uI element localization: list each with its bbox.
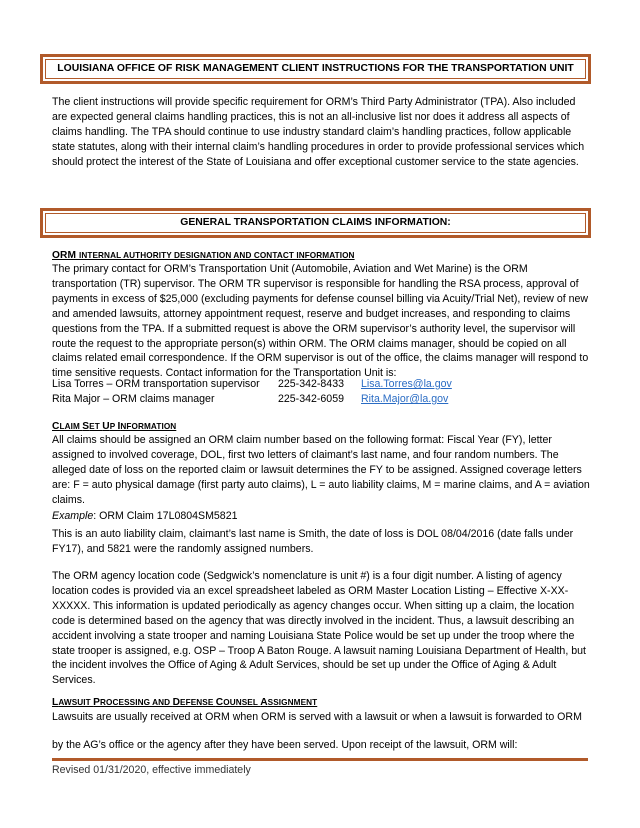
heading-part-small: INTERNAL AUTHORITY DESIGNATION AND CONTACT INFORMATION [79, 251, 355, 260]
heading-part-small: OUNSEL [223, 698, 261, 707]
orm-authority-heading [52, 250, 355, 261]
contact-phone: 225-342-8433 [278, 378, 344, 390]
orm-authority-paragraph: The primary contact for ORM’s Transportation Unit (Automobile, Aviation and Wet Marine) is the ORM transportation (TR) supervisor. The ORM TR supervisor is responsible for handling the RSA process, approval of payments in excess of $25,000 (excluding payments for defense counsel billing via Acuity/Trial Net), review of new and amended lawsuits, attorney appointment request, reserve and budget increases, and responding to claims questions from the TPA. If a submitted request is above the ORM supervisor’s authority level, the supervisor will route the request to the appropriate person(s) within ORM. The ORM claims manager, should be copied on all claims related email correspondence. If the ORM supervisor is out of the office, the claims manager will respond to time sensitive requests. Contact information for the Transportation Unit is: [52, 263, 589, 380]
heading-part-small: NFORMATION [120, 422, 177, 431]
heading-part: L [52, 697, 59, 708]
document-title: LOUISIANA OFFICE OF RISK MANAGEMENT CLIENT INSTRUCTIONS FOR THE TRANSPORTATION UNIT [45, 59, 586, 79]
heading-part-small: ET [89, 422, 103, 431]
contact-email-link[interactable]: Rita.Major@la.gov [361, 393, 449, 405]
heading-part: C [215, 697, 224, 708]
title-box [40, 54, 591, 84]
heading-part: U [102, 421, 110, 432]
section-title: GENERAL TRANSPORTATION CLAIMS INFORMATION: [45, 213, 586, 233]
heading-part-small: LAIM [59, 422, 83, 431]
claim-setup-paragraph: All claims should be assigned an ORM claim number based on the following format: Fiscal Year (FY), letter assigned to involved coverage, DOL, first two letters of claimant’s last name, and four random numbers. The alleged date of loss on the reported claim or lawsuit determines the FY to be assigned. Assigned coverage letters are: F = auto physical damage (first party auto claims), L = auto liability claims, M = marine claims, and A = aviation claims. [52, 434, 590, 506]
contact-row [52, 377, 592, 392]
claim-example [52, 509, 592, 524]
heading-part: I [117, 421, 121, 432]
claim-example-explanation: This is an auto liability claim, claimant’s last name is Smith, the date of loss is DOL 08/04/2016 (date falls under FY17), and 5821 were the randomly assigned numbers. [52, 528, 574, 555]
heading-part-small: SSIGNMENT [267, 698, 318, 707]
lawsuit-paragraph-2: by the AG’s office or the agency after they have been served. Upon receipt of the lawsuit, ORM will: [52, 739, 518, 751]
section-header-box [40, 208, 591, 238]
contact-phone: 225-342-6059 [278, 393, 344, 405]
example-value: : ORM Claim 17L0804SM5821 [93, 510, 238, 522]
location-code-paragraph: The ORM agency location code (Sedgwick’s nomenclature is unit #) is a four digit number. A listing of agency location codes is provided via an excel spreadsheet labeled as ORM Master Location Listing – Effective X-XX-XXXXX. This information is updated periodically as agency changes occur. When sitting up a claim, the location code is determined based on the agency that was directly involved in the incident. Thus, a lawsuit describing an accident involving a state trooper and naming Louisiana State Police would be set up under the troop where the state trooper is assigned, e.g. OSP – Troop A Baton Rouge. A lawsuit naming Louisiana Department of Health, but the incident involves the Office of Aging & Adult Services, should be set up under the Office of Aging & Adult Services. [52, 570, 586, 687]
heading-part: C [52, 421, 60, 432]
contact-name: Lisa Torres – ORM transportation supervisor [52, 378, 260, 390]
heading-part: A [260, 697, 268, 708]
heading-part: D [172, 697, 181, 708]
lawsuit-heading [52, 697, 317, 708]
heading-part-small: AWSUIT [58, 698, 94, 707]
heading-part: S [82, 421, 90, 432]
heading-part: ORM [52, 250, 79, 261]
contact-name: Rita Major – ORM claims manager [52, 393, 215, 405]
contact-email-link[interactable]: Lisa.Torres@la.gov [361, 378, 452, 390]
footer-divider [52, 758, 588, 761]
heading-part-small: EFENSE [180, 698, 216, 707]
lawsuit-paragraph-1: Lawsuits are usually received at ORM when ORM is served with a lawsuit or when a lawsuit is forwarded to ORM [52, 711, 582, 723]
example-label: Example [52, 510, 94, 522]
heading-part-small: ROCESSING AND [100, 698, 173, 707]
intro-paragraph: The client instructions will provide specific requirement for ORM’s Third Party Administrator (TPA). Also included are expected general claims handling practices, this is not an all-inclusive list nor does it address all aspects of claims handling. The TPA should continue to use industry standard claim’s handling practices, follow applicable state statutes, along with their internal claim’s handling procedures in order to provide professional services which should protect the interest of the State of Louisiana and offer exceptional customer service to the state agencies. [52, 96, 585, 168]
heading-part-small: P [109, 422, 118, 431]
footer-revision: Revised 01/31/2020, effective immediately [52, 764, 251, 776]
claim-setup-heading [52, 421, 176, 432]
contact-row [52, 392, 592, 407]
heading-part: P [93, 697, 101, 708]
